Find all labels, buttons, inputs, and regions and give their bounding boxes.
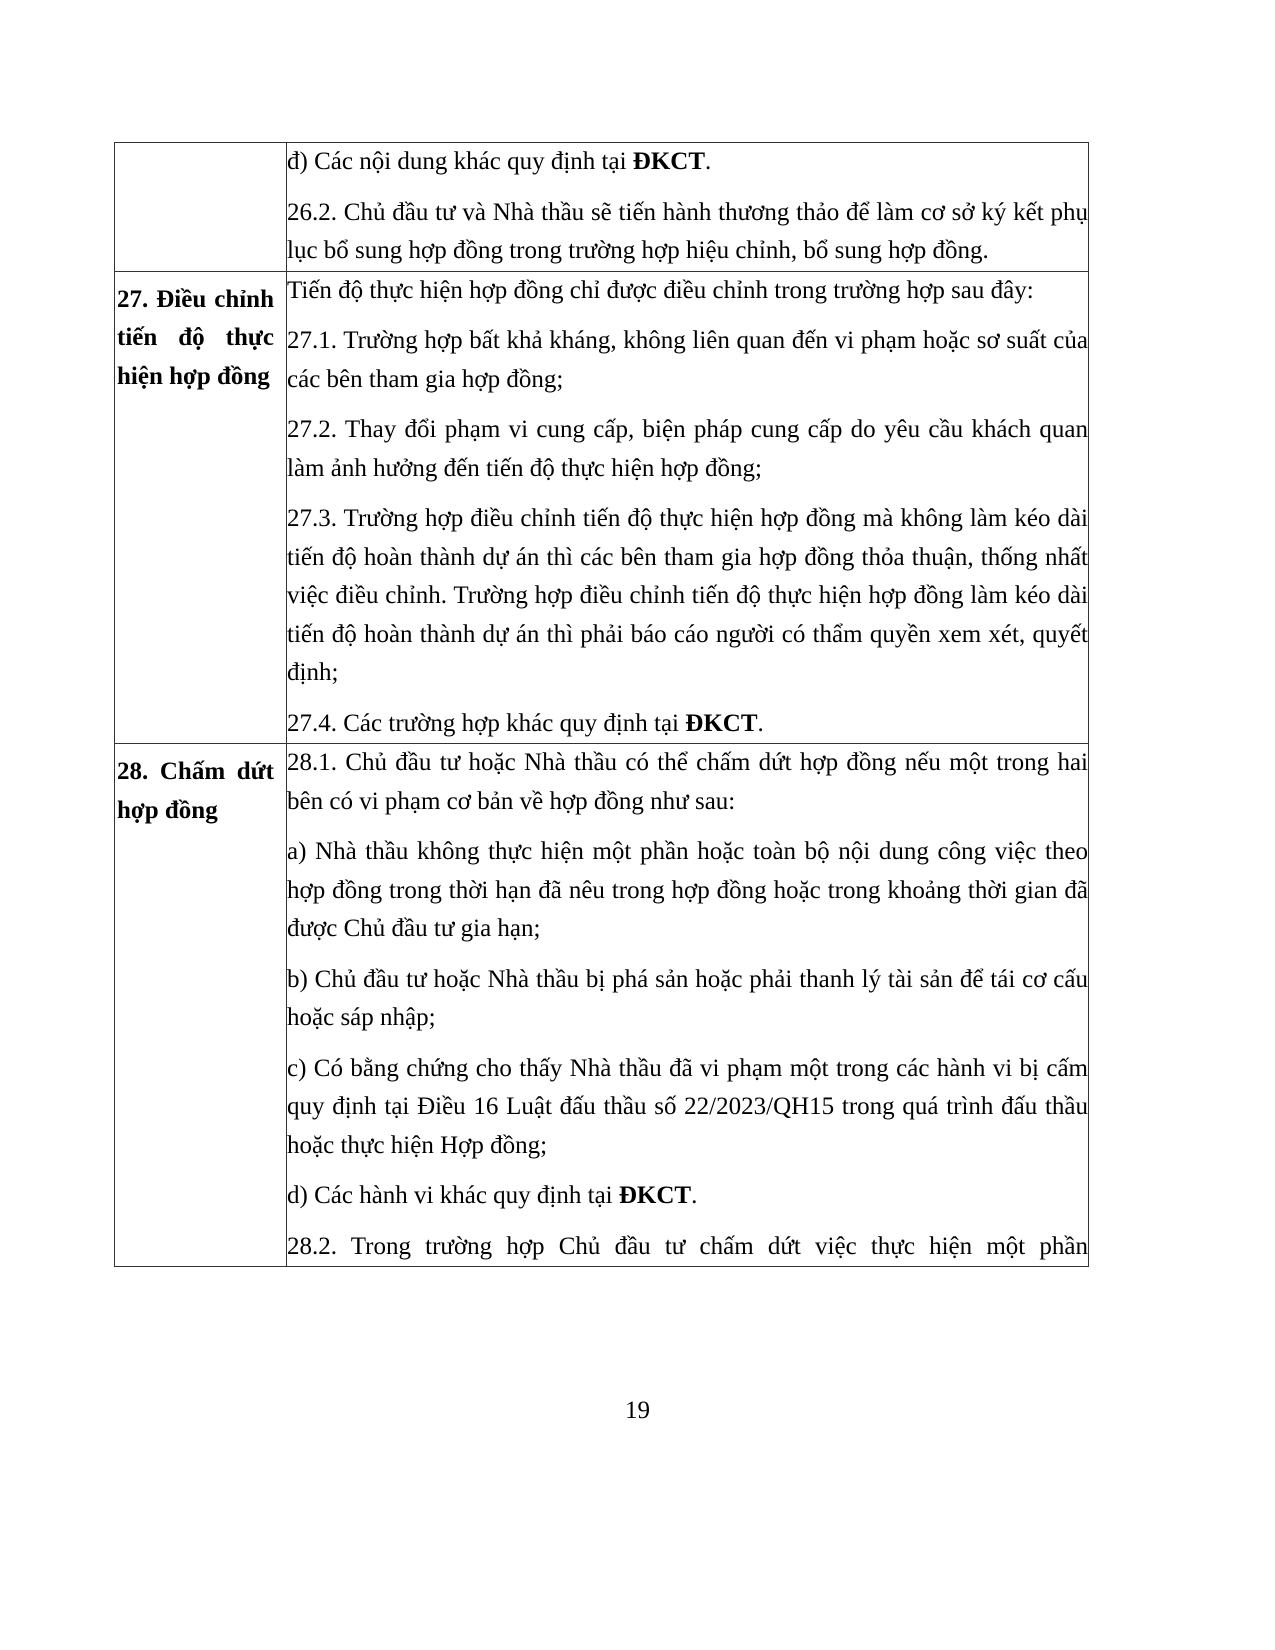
paragraph-suffix: .	[705, 148, 712, 175]
clause-title: 28. Chấm dứt hợp đồng	[117, 758, 274, 824]
clause-content-cell	[287, 271, 1089, 744]
clause-title-cell	[115, 744, 287, 1267]
paragraph-text: d) Các hành vi khác quy định tại	[287, 1182, 619, 1209]
paragraph-text: đ) Các nội dung khác quy định tại	[287, 148, 633, 175]
paragraph	[287, 1177, 1088, 1216]
paragraph	[287, 1228, 1088, 1267]
clause-title-cell	[115, 271, 287, 744]
clause-title	[115, 143, 286, 152]
table-row	[115, 744, 1089, 1267]
paragraph-text: Tiến độ thực hiện hợp đồng chỉ được điều chỉnh trong trường hợp sau đây:	[287, 276, 1034, 304]
paragraph	[287, 194, 1088, 271]
paragraph	[287, 272, 1088, 311]
paragraph-text: c) Có bằng chứng cho thấy Nhà thầu đã vi phạm một trong các hành vi bị cấm quy định tại Điều 16 Luật đấu thầu số 22/2023/QH15 trong quá trình đấu thầu hoặc thực hiện Hợp đồng;	[287, 1054, 1088, 1159]
paragraph-text: 26.2. Chủ đầu tư và Nhà thầu sẽ tiến hành thương thảo để làm cơ sở ký kết phụ lục bổ sung hợp đồng trong trường hợp hiệu chỉnh, bổ sung hợp đồng.	[287, 198, 1088, 264]
paragraph	[287, 500, 1088, 693]
clause-title-cell	[115, 143, 287, 272]
paragraph-bold-term: ĐKCT	[632, 148, 705, 175]
contract-clauses-table	[114, 142, 1089, 1267]
table-row	[115, 143, 1089, 272]
paragraph-text: 27.2. Thay đổi phạm vi cung cấp, biện pháp cung cấp do yêu cầu khách quan làm ảnh hưởng đến tiến độ thực hiện hợp đồng;	[287, 416, 1088, 482]
paragraph	[287, 411, 1088, 488]
paragraph-text: 27.1. Trường hợp bất khả kháng, không liên quan đến vi phạm hoặc sơ suất của các bên tham gia hợp đồng;	[287, 327, 1088, 393]
paragraph-text: b) Chủ đầu tư hoặc Nhà thầu bị phá sản hoặc phải thanh lý tài sản để tái cơ cấu hoặc sáp nhập;	[287, 965, 1088, 1031]
paragraph-suffix: .	[757, 709, 764, 737]
paragraph	[287, 322, 1088, 399]
paragraph-bold-term: ĐKCT	[618, 1182, 692, 1209]
paragraph-bold-term: ĐKCT	[685, 709, 758, 737]
paragraph	[287, 744, 1088, 821]
clause-content-cell	[287, 744, 1089, 1267]
paragraph	[287, 705, 1088, 744]
clause-title: 27. Điều chỉnh tiến độ thực hiện hợp đồng	[117, 285, 274, 390]
paragraph	[287, 961, 1088, 1038]
paragraph-text: 27.4. Các trường hợp khác quy định tại	[287, 709, 686, 737]
paragraph-text: 28.1. Chủ đầu tư hoặc Nhà thầu có thể chấm dứt hợp đồng nếu một trong hai bên có vi phạm cơ bản về hợp đồng như sau:	[287, 749, 1088, 815]
paragraph	[287, 1050, 1088, 1166]
paragraph-text: 28.2. Trong trường hợp Chủ đầu tư chấm dứt việc thực hiện một phần	[287, 1232, 1088, 1260]
paragraph	[287, 143, 1088, 182]
page-number: 19	[625, 1397, 650, 1424]
table-row	[115, 271, 1089, 744]
paragraph	[287, 833, 1088, 949]
clause-content-cell	[287, 143, 1089, 272]
paragraph-text: 27.3. Trường hợp điều chỉnh tiến độ thực hiện hợp đồng mà không làm kéo dài tiến độ hoàn thành dự án thì các bên tham gia hợp đồng thỏa thuận, thống nhất việc điều chỉnh. Trường hợp điều chỉnh tiến độ thực hiện hợp đồng làm kéo dài tiến độ hoàn thành dự án thì phải báo cáo người có thẩm quyền xem xét, quyết định;	[287, 505, 1088, 686]
paragraph-suffix: .	[691, 1182, 698, 1209]
paragraph-text: a) Nhà thầu không thực hiện một phần hoặc toàn bộ nội dung công việc theo hợp đồng trong thời hạn đã nêu trong hợp đồng hoặc trong khoảng thời gian đã được Chủ đầu tư gia hạn;	[287, 838, 1088, 942]
